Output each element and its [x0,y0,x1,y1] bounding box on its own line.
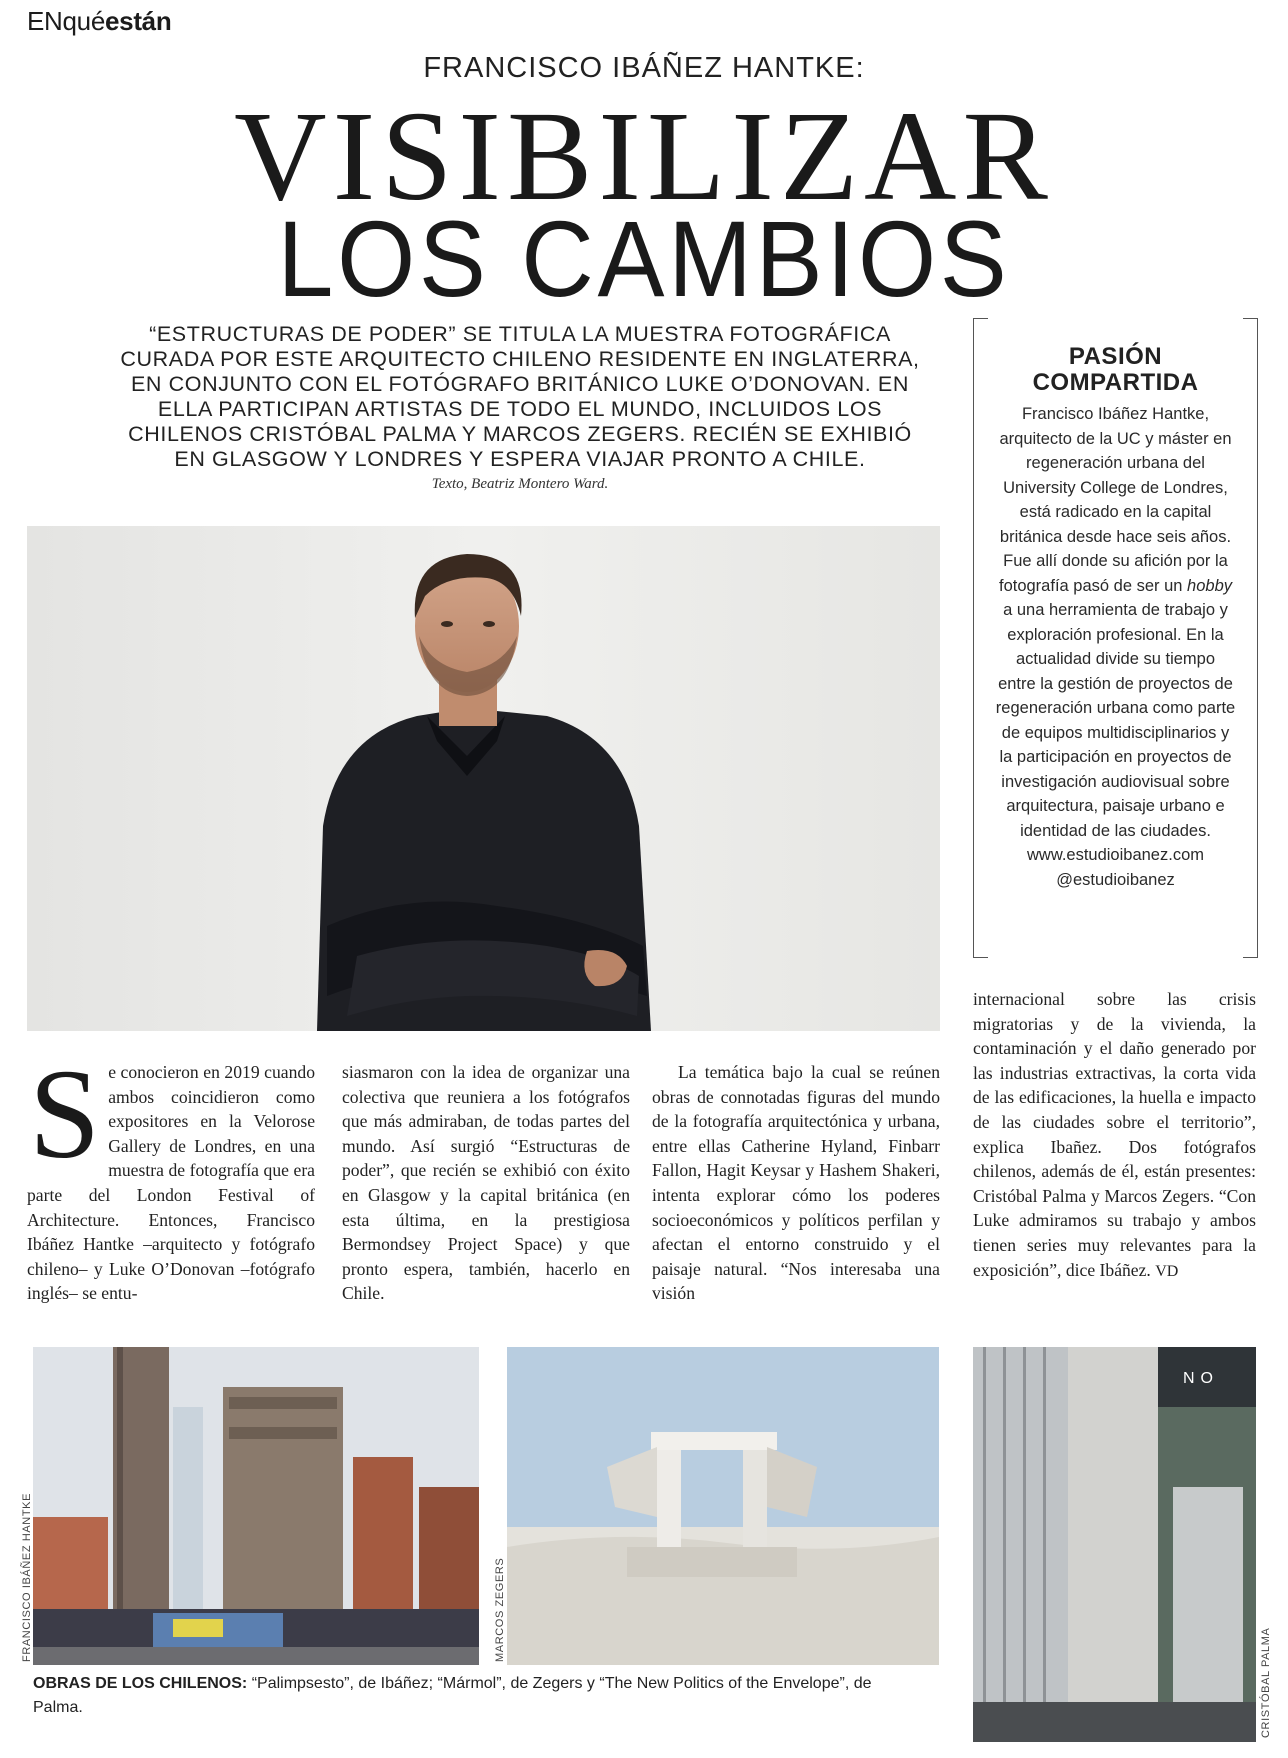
quarry-illustration [507,1347,939,1665]
deck-line: “ESTRUCTURAS DE PODER” SE TITULA LA MUESTRA FOTOGRÁFICA [149,322,891,346]
section-tag-b: están [105,6,172,36]
sidebar-title [973,344,1258,396]
section-tag-a: ENqué [27,6,105,36]
sidebar-body-text: a una herramienta de trabajo y exploración profesional. En la actualidad divide su tiempo entre la gestión de proyectos de regeneración urbana como parte de equipos multidisciplinarios y la participación en proyectos de investigación audiovisual sobre arquitectura, paisaje urbano e identidad de las ciudades. [995,601,1236,840]
byline: Texto, Beatriz Montero Ward. [431,476,609,492]
column-text: siasmaron con la idea de organizar una colectiva que reuniera a los fotógrafos que más admiraban, de todas partes del mundo. Así surgió “Estructuras de poder”, que recién se exhibió con éxito en Glasgow y la capital británica (en esta última, en la prestigiosa Bermondsey Project Space) y que pronto espera, también, hacerlo en Chile. [342,1062,630,1304]
photo-marmol [507,1347,939,1665]
city-illustration [33,1347,479,1665]
article-column-1 [27,1043,315,1306]
article-column-2 [342,1060,630,1306]
website-link[interactable]: www.estudioibanez.com [1026,846,1204,864]
sidebar-box [973,318,1258,958]
deck-line: EN CONJUNTO CON EL FOTÓGRAFO BRITÁNICO LUKE O’DONOVAN. EN [130,372,910,396]
sidebar-bracket-right [1257,318,1258,958]
deck-line: EN GLASGOW Y LONDRES Y ESPERA VIAJAR PRONTO A CHILE. [174,447,866,471]
facade-illustration [973,1347,1256,1742]
portrait-photo [27,526,940,1031]
caption-text: “Palimpsesto”, de Ibáñez; “Mármol”, de Zegers y “The New Politics of the Envelope”, de Palma. [33,1675,872,1716]
sidebar-body-text: Francisco Ibáñez Hantke, arquitecto de la UC y máster en regeneración urbana del University College de Londres, está radicado en la capital británica desde hace seis años. Fue allí donde su afición por la fotografía pasó de ser un [998,405,1232,595]
photo-credit-1: FRANCISCO IBÁÑEZ HANTKE [21,1492,33,1662]
article-column-3 [652,1060,940,1306]
sidebar-title-line: PASIÓN [1068,343,1163,370]
photo-palimpsesto [33,1347,479,1665]
headline-line-2: LOS CAMBIOS [277,198,1011,319]
article-column-4 [973,987,1256,1284]
end-mark: VD [1155,1262,1179,1280]
portrait-illustration [27,526,940,1031]
deck [80,322,960,472]
photo-credit-3: CRISTÓBAL PALMA [1260,1627,1272,1738]
column-text: internacional sobre las crisis migratorias y de la vivienda, la contaminación y el daño generado por las industrias extractivas, la corta vida de las edificaciones, la huella e impacto de las ciudades sobre el territorio”, explica Ibañez. Dos fotógrafos chilenos, además de él, están presentes: Cristóbal Palma y Marcos Zegers. “Con Luke admiramos su trabajo y ambos tienen series muy relevantes para la exposición”, dice Ibáñez. [973,989,1256,1280]
deck-line: ELLA PARTICIPAN ARTISTAS DE TODO EL MUNDO, INCLUIDOS LOS [157,397,883,421]
caption-label: OBRAS DE LOS CHILENOS: [33,1675,248,1692]
dropcap: S [29,1043,101,1185]
deck-line: CHILENOS CRISTÓBAL PALMA Y MARCOS ZEGERS. RECIÉN SE EXHIBIÓ [128,422,912,446]
social-handle[interactable]: @estudioibanez [1056,870,1175,889]
headline-line-1: VISIBILIZAR [234,85,1054,227]
deck-line: CURADA POR ESTE ARQUITECTO CHILENO RESIDENTE EN INGLATERRA, [120,347,920,371]
sidebar-title-line: COMPARTIDA [1032,369,1199,396]
photo-new-politics [973,1347,1256,1742]
column-text: La temática bajo la cual se reúnen obras de connotadas figuras del mundo de la fotografía arquitectónica y urbana, entre ellas Catherine Hyland, Finbarr Fallon, Hagit Keysar y Hashem Shakeri, intenta explorar cómo los poderes socioeconómicos y políticos perfilan y afectan el entorno construido y el paisaje natural. “Nos interesaba una visión [652,1062,940,1304]
sign-text: NO [1183,1370,1219,1387]
sidebar-body-italic: hobby [1187,576,1233,595]
section-tag [27,6,171,37]
photo-caption [33,1672,913,1720]
column-text: e conocieron en 2019 cuando ambos coincidieron como expositores en la Velorose Gallery de Londres, en una muestra de fotografía que era parte del London Festival of Architecture. Entonces, Francisco Ibáñez Hantke –arquitecto y fotógrafo chileno– y Luke O’Donovan –fotógrafo inglés– se entu- [27,1062,315,1304]
sidebar-body [995,402,1236,892]
photo-credit-2: MARCOS ZEGERS [494,1557,506,1662]
kicker: FRANCISCO IBÁÑEZ HANTKE: [423,52,865,84]
